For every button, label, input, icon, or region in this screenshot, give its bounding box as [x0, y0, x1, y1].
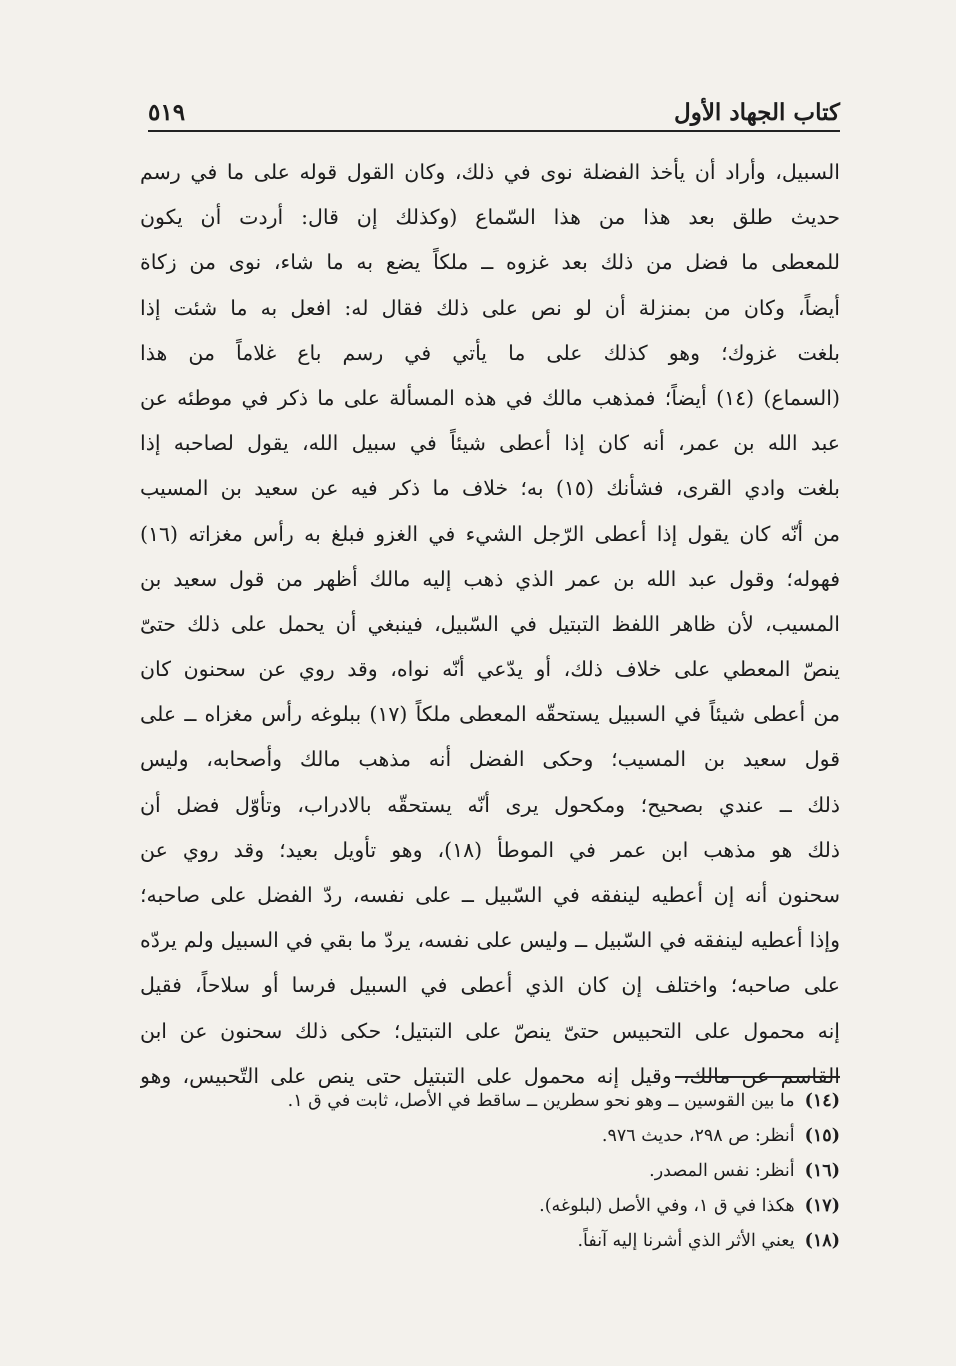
text-line: قول سعيد بن المسيب؛ وحكى الفضل أنه مذهب مالك وأصحابه، وليس: [140, 747, 840, 772]
footnote-number: (١٥): [804, 1126, 840, 1146]
footnote-item: [200, 1119, 840, 1154]
text-line: على صاحبه؛ واختلف إن كان الذي أعطى في السبيل فرسا أو سلاحاً، فقيل: [140, 973, 840, 998]
text-line: بلغت غزوك؛ وهو كذلك على ما يأتي في رسم باع غلاماً من هذا: [140, 340, 840, 365]
footnote-text: أنظر: ص ٢٩٨، حديث ٩٧٦.: [601, 1126, 795, 1146]
text-line: بلغت وادي القرى، فشأنك (١٥) به؛ خلاف ما ذكر فيه عن سعيد بن المسيب: [140, 476, 840, 501]
footnote-item: [200, 1154, 840, 1189]
text-line: ينصّ المعطي على خلاف ذلك، أو يدّعي أنّه نواه، وقد روي عن سحنون كان: [140, 657, 840, 682]
footnote-text: هكذا في ق ١، وفي الأصل (لبلوغه).: [539, 1196, 795, 1216]
text-line: عبد الله بن عمر، أنه كان إذا أعطى شيئاً في سبيل الله، يقول لصاحبه إذا: [140, 431, 840, 456]
main-text: [140, 150, 840, 1099]
footnote-number: (١٤): [804, 1091, 840, 1111]
footnote-item: [200, 1189, 840, 1224]
footnotes: [200, 1084, 840, 1259]
page-number: ٥١٩: [148, 99, 186, 126]
text-line: القاسم عن مالك، وقيل إنه محمول على التبتيل حتى ينص على التّحبيس، وهو: [140, 1063, 840, 1088]
footnote-text: أنظر: نفس المصدر.: [649, 1161, 795, 1181]
footnote-number: (١٧): [804, 1196, 840, 1216]
footnote-text: ما بين القوسين ــ وهو نحو سطرين ــ ساقط في الأصل، ثابت في ق ١.: [287, 1091, 795, 1111]
text-line: من أعطى شيئاً في السبيل يستحقّه المعطى ملكاً (١٧) ببلوغه رأس مغزاه ــ على: [140, 702, 840, 727]
text-line: سحنون أنه إن أعطيه لينفقه في السّبيل ــ على نفسه، ردّ الفضل على صاحبه؛: [140, 883, 840, 907]
text-line: وإذا أعطيه لينفقه في السّبيل ــ وليس على نفسه، يردّ ما بقي في السبيل ولم يردّه: [140, 928, 840, 953]
footnote-number: (١٦): [804, 1161, 840, 1181]
text-line: ذلك هو مذهب ابن عمر في الموطأ (١٨)، وهو تأويل بعيد؛ وقد روي عن: [140, 837, 840, 862]
text-line: للمعطى ما فضل من ذلك بعد غزوه ــ ملكاً يضع به ما شاء، نوى من زكاة: [140, 250, 840, 275]
running-title: كتاب الجهاد الأول: [674, 99, 840, 126]
footnote-text: يعني الأثر الذي أشرنا إليه آنفاً.: [577, 1231, 795, 1251]
text-line: (السماع) (١٤) أيضاً؛ فمذهب مالك في هذه المسألة على ما ذكر في موطئه عن: [140, 385, 840, 410]
footnote-item: [200, 1224, 840, 1259]
text-line: حديث طلق بعد هذا من هذا السّماع (وكذلك إن قال: أردت أن يكون: [140, 205, 840, 230]
text-line: السبيل، وأراد أن يأخذ الفضلة نوى في ذلك، وكان القول قوله على ما في رسم: [140, 160, 840, 184]
footnote-separator: [675, 1076, 840, 1078]
text-line: من أنّه كان يقول إذا أعطى الرّجل الشيء في الغزو فبلغ به رأس مغزاته (١٦): [140, 521, 840, 546]
text-line: أيضاً، وكان من بمنزلة أن لو نص على ذلك فقال له: افعل به ما شئت إذا: [140, 295, 840, 320]
text-line: إنه محمول على التحبيس حتىّ ينصّ على التبتيل؛ حكى ذلك سحنون عن ابن: [140, 1018, 840, 1043]
text-line: فهوله؛ وقول عبد الله بن عمر الذي ذهب إليه مالك أظهر من قول سعيد بن: [140, 566, 840, 591]
footnote-number: (١٨): [804, 1231, 840, 1251]
text-line: المسيب، لأن ظاهر اللفظ التبتيل في السّبيل، فينبغي أن يحمل على ذلك حتىّ: [140, 611, 840, 636]
text-line: ذلك ــ عندي بصحيح؛ ومكحول يرى أنّه يستحقّه بالادراب، وتأوّل فضل أن: [140, 792, 840, 817]
footnote-item: [200, 1084, 840, 1119]
page-header: [148, 86, 840, 132]
